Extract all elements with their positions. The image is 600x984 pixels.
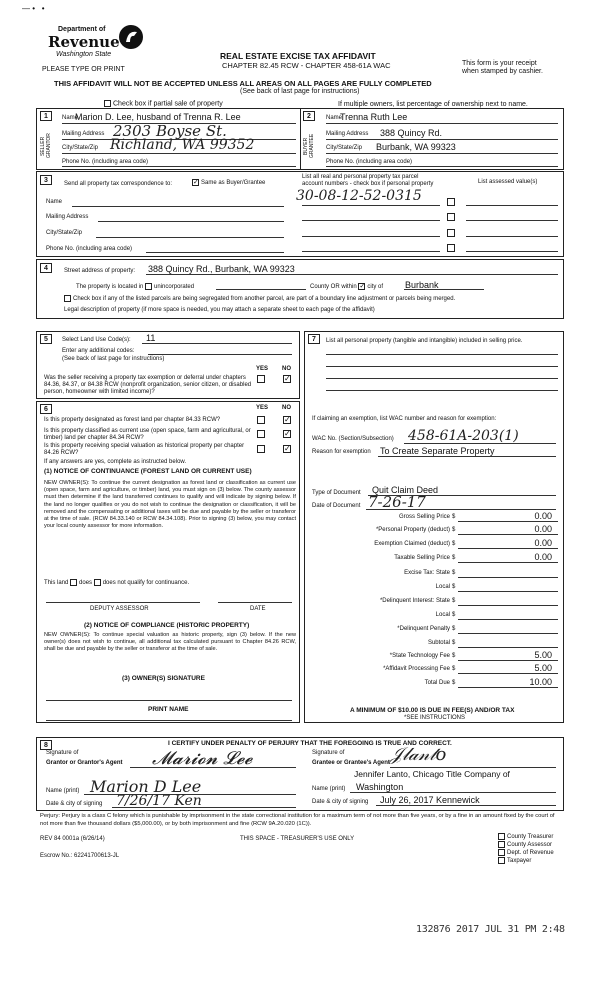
wac-label: WAC No. (Section/Subsection) [312,436,394,442]
buyer-phone-label: Phone No. (including area code) [326,159,413,165]
copy-taxpayer-label: Taxpayer [507,858,532,865]
segregated-row [64,295,455,302]
land-use-q1: Was the seller receiving a property tax exemption or deferral under chapters 84.36, 84.37, or 84.38 RCW (nonprofit organization, senior citizen, or disabled person, homeowner with limited income)? [44,375,252,395]
form-title: REAL ESTATE EXCISE TAX AFFIDAVIT [220,51,376,61]
county-row [310,283,383,290]
wac-number[interactable]: 458-61A-203(1) [408,428,519,444]
parcel-header-2: account numbers - check box if personal property [302,181,434,187]
segregated-label: Check box if any of the listed parcels are being segregated from another parcel, are part of a boundary line adjustment or parcels being merged. [73,296,456,303]
amount-label: Taxable Selling Price [394,555,450,561]
section-6-num: 6 [40,404,52,414]
does-checkbox[interactable] [70,579,77,586]
grantor-name-label: Name (print) [46,788,80,794]
amount-label: *State Technology Fee [389,653,450,659]
corr-name-label: Name [46,199,63,205]
city-checkbox[interactable]: ✓ [359,283,366,290]
minimum-due: A MINIMUM OF $10.00 IS DUE IN FEE(S) AND/OR TAX [350,707,515,714]
receipt-line2: when stamped by cashier. [462,68,543,75]
property-city[interactable]: Burbank [405,280,439,290]
amount-label: Exemption Claimed (deduct) [374,541,450,547]
forest-q3-no[interactable]: ✓ [284,444,291,453]
forest-no: NO [282,405,291,411]
parcel-number[interactable]: 30-08-12-52-0315 [296,188,422,204]
amount-label: *Delinquent Interest: State [379,598,450,604]
parcel-2-checkbox[interactable] [447,213,455,221]
amount-label: *Affidavit Processing Fee [383,666,450,672]
amount-value[interactable]: 0.00 [534,511,552,521]
send-corr-label: Send all property tax correspondence to: [64,181,173,187]
land-use-no: NO [282,366,291,372]
copy-assessor[interactable] [498,841,554,849]
buyer-side-label: BUYER GRANTEE [303,133,315,159]
section-8-num: 8 [40,740,52,750]
section-4-num: 4 [40,263,52,273]
parcel-1-checkbox[interactable] [447,198,455,206]
please-type: PLEASE TYPE OR PRINT [42,66,125,73]
see-instructions: *SEE INSTRUCTIONS [404,715,466,721]
reason-label: Reason for exemption [312,449,371,455]
amount-dollar: $ [452,680,456,686]
amount-dollar: $ [452,640,456,646]
partial-sale [104,100,223,107]
forest-q3: Is this property receiving special valuation as historical property per chapter 84.26 RCW? [44,443,245,456]
grantee-name-label: Name (print) [312,786,346,792]
amount-dollar: $ [452,555,456,561]
amount-dollar: $ [452,584,456,590]
seller-name[interactable]: Marion D. Lee, husband of Trenna R. Lee [75,112,241,122]
additional-codes-label: Enter any additional codes: [62,348,135,354]
buyer-city-label: City/State/Zip [326,145,363,151]
forest-q3-yes[interactable] [257,445,265,453]
assessed-header: List assessed value(s) [478,179,538,185]
deputy-date: DATE [250,606,266,612]
grantor-date[interactable]: 7/26/17 Ken [116,793,202,809]
amount-dollar: $ [452,570,456,576]
amount-dollar: $ [452,612,456,618]
grantee-agent-name: Jennifer Lanto, Chicago Title Company of [354,769,510,779]
notice1-title: (1) NOTICE OF CONTINUANCE (FOREST LAND OR CURRENT USE) [44,468,252,475]
dor-dept-line3: Washington State [56,51,112,58]
segregated-checkbox[interactable] [64,295,71,302]
doc-type-label: Type of Document [312,490,361,496]
amount-value[interactable]: 5.00 [534,650,552,660]
land-qualify-row [44,579,189,586]
buyer-mailing-label: Mailing Address [326,131,369,137]
buyer-city[interactable]: Burbank, WA 99323 [376,142,456,152]
amount-value[interactable]: 0.00 [534,524,552,534]
personal-property-label: List all personal property (tangible and intangible) included in selling price. [326,338,523,344]
dor-dept-line1: Department of [58,26,106,33]
grantor-signature: 𝓜𝓪𝓻𝓲𝓸𝓷 𝓛𝓮𝓮 [152,748,253,769]
certify-text: I CERTIFY UNDER PENALTY OF PERJURY THAT THE FOREGOING IS TRUE AND CORRECT. [168,740,452,747]
notice1-text: NEW OWNER(S): To continue the current designation as forest land or classification as current use (open space, farm and agriculture, or timber) land, you must sign on (3) below. The county assessor must then determine if the land transferred continues to qualify and will indicate by signing below. If the land no longer qualifies or you do not wish to continue the designation or classification, it will be removed and the compensating or additional taxes will be due and payable by the seller or transferor at the time of sale. (RCW 84.33.140 or RCW 84.34.108). Prior to signing (3) below, you may contact your local county assessor for more information. [44,480,296,530]
grantor-date-label: Date & city of signing [46,801,103,807]
scan-mark: — • • [22,4,45,13]
amount-label: Local [435,584,450,590]
forest-q1: Is this property designated as forest land per chapter 84.33 RCW? [44,417,221,423]
land-use-label: Select Land Use Code(s): [62,337,131,343]
copy-taxpayer[interactable] [498,857,554,865]
perjury-notice: Perjury: Perjury is a class C felony which is punishable by imprisonment in the state correctional institution for a maximum term of not more than five years, or by a fine in an amount fixed by the court of not more than five thousand dollars ($5,000.00), or by both imprisonment and fine (RCW 9A.20.020 (1C)). [40,813,555,827]
corr-mailing-label: Mailing Address [46,214,89,220]
partial-sale-label: Check box if partial sale of property [113,100,223,108]
copy-treasurer[interactable] [498,833,554,841]
amount-dollar: $ [452,653,456,659]
print-name-label: PRINT NAME [148,706,189,713]
copy-treasurer-label: County Treasurer [507,834,554,841]
seller-mailing[interactable]: 2303 Boyse St. [113,122,227,140]
doc-date-label: Date of Document [312,503,361,509]
same-as-buyer-checkbox[interactable]: ✓ [193,179,199,186]
amount-dollar: $ [452,514,456,520]
amount-dollar: $ [452,527,456,533]
parcel-4-checkbox[interactable] [447,244,455,252]
receipt-line1: This form is your receipt [462,60,537,67]
q1-yes-checkbox[interactable] [257,375,265,383]
county-or-label: County OR within [310,284,357,291]
land-use-code[interactable]: 11 [146,333,156,343]
amount-value[interactable]: 0.00 [534,538,552,548]
does-not-label: does not qualify for continuance. [102,580,190,587]
forest-q1-no[interactable]: ✓ [284,415,291,424]
parcel-header-1: List all real and personal property tax parcel [302,174,419,180]
amount-dollar: $ [452,666,456,672]
amount-label: *Delinquent Penalty [397,626,450,632]
forest-q2-no[interactable]: ✓ [284,429,291,438]
land-use-see-back: (See back of last page for instructions) [62,356,165,362]
see-back: (See back of last page for instructions) [240,88,360,95]
forest-yes: YES [256,405,269,411]
seller-city-label: City/State/Zip [62,145,99,151]
located-row [76,283,194,290]
multiple-owners: If multiple owners, list percentage of ownership next to name. [338,101,528,108]
forest-q2-yes[interactable] [257,430,265,438]
forest-q2: Is this property classified as current use (open space, farm and agricultural, or timber) land per chapter 84.34 RCW? [44,428,251,441]
located-label: The property is located in [76,284,144,291]
amount-dollar: $ [452,541,456,547]
corr-city-label: City/State/Zip [46,230,83,236]
amount-label: Gross Selling Price [398,514,450,520]
buyer-name-label: Name [326,115,343,121]
dor-dept-line2: Revenue [48,33,120,51]
dor-logo [48,24,158,70]
amount-label: *Personal Property (deduct) [375,527,450,533]
amount-dollar: $ [452,626,456,632]
seller-mailing-label: Mailing Address [62,131,105,137]
grantor-name[interactable]: Marion D Lee [90,777,202,796]
section-3-num: 3 [40,175,52,185]
same-as-buyer [192,179,265,186]
section-1-num: 1 [40,111,52,121]
amount-dollar: $ [452,598,456,604]
unincorporated-checkbox[interactable] [145,283,152,290]
street-label: Street address of property: [64,268,136,274]
exemption-reason[interactable]: To Create Separate Property [380,446,495,456]
grantor-agent-label: Grantor or Grantor's Agent [46,760,123,766]
section-7-num: 7 [308,334,320,344]
unincorporated-label: unincorporated [154,284,195,291]
doc-date[interactable]: 7-26-17 [368,493,426,511]
deputy-assessor: DEPUTY ASSESSOR [90,606,149,612]
amount-label: Total Due [424,680,450,686]
copy-dor-label: Dept. of Revenue [507,850,554,857]
section-2-num: 2 [303,111,315,121]
rev-number: REV 84 0001a (6/26/14) [40,836,105,842]
copy-dor[interactable] [498,849,554,857]
buyer-mailing[interactable]: 388 Quincy Rd. [380,128,443,138]
buyer-name[interactable]: Trenna Ruth Lee [340,112,408,122]
seller-city[interactable]: Richland, WA 99352 [110,137,255,153]
notice2-text: NEW OWNER(S): To continue special valuation as historic property, sign (3) below. If the new owner(s) does not wish to continue, all additional tax calculated pursuant to Chapter 84.26 RCW, shall be due and payable by the seller or transferor at the time of sale. [44,632,296,653]
parcel-3-checkbox[interactable] [447,229,455,237]
grantee-signature: 𝒥𝓁𝒶𝓃𝓉𝑜 [390,744,447,765]
grantee-sig-of: Signature of [312,750,345,756]
amount-value[interactable]: 0.00 [534,552,552,562]
dor-logo-icon [118,24,144,50]
warning: THIS AFFIDAVIT WILL NOT BE ACCEPTED UNLESS ALL AREAS ON ALL PAGES ARE FULLY COMPLETED [54,79,432,88]
amount-value[interactable]: 10.00 [529,677,552,687]
doc-type[interactable]: Quit Claim Deed [372,485,439,495]
does-not-checkbox[interactable] [94,579,101,586]
seller-side-label: SELLER GRANTOR [40,133,52,159]
grantee-name[interactable]: Washington [356,782,404,792]
owner-signature-label: (3) OWNER(S) SIGNATURE [122,675,205,682]
grantee-agent-label: Grantee or Grantee's Agent [312,760,390,766]
grantor-sig-of: Signature of [46,750,79,756]
partial-sale-checkbox[interactable] [104,100,111,107]
grantee-date[interactable]: July 26, 2017 Kennewick [380,795,480,805]
notice2-title: (2) NOTICE OF COMPLIANCE (HISTORIC PROPERTY) [84,622,250,629]
street-address[interactable]: 388 Quincy Rd., Burbank, WA 99323 [148,264,295,274]
section-5-num: 5 [40,334,52,344]
corr-phone-label: Phone No. (including area code) [46,246,133,252]
forest-q1-yes[interactable] [257,416,265,424]
land-use-yes: YES [256,366,269,372]
amount-label: Local [435,612,450,618]
same-as-buyer-label: Same as Buyer/Grantee [201,180,266,187]
q1-no-checkbox[interactable]: ✓ [284,374,291,383]
treasurer-use: THIS SPACE - TREASURER'S USE ONLY [240,836,355,842]
seller-name-label: Name [62,115,79,121]
form-chapter: CHAPTER 82.45 RCW - CHAPTER 458-61A WAC [222,61,391,70]
receipt-stamp: 132876 2017 JUL 31 PM 2:48 [416,924,565,935]
land-label: This land [44,580,69,587]
amount-value[interactable]: 5.00 [534,663,552,673]
forest-if-yes: If any answers are yes, complete as instructed below. [44,459,187,465]
amount-label: Excise Tax: State [404,570,450,576]
copy-list [498,833,554,865]
copy-assessor-label: County Assessor [507,842,553,849]
legal-description-label: Legal description of property (if more space is needed, you may attach a separate sheet to each page of the affidavit) [64,307,375,313]
seller-phone-label: Phone No. (including area code) [62,159,149,165]
exemption-label: If claiming an exemption, list WAC number and reason for exemption: [312,416,497,422]
escrow-number: Escrow No.: 62241700613-JL [40,853,120,859]
grantee-date-label: Date & city of signing [312,799,369,805]
does-label: does [79,580,93,587]
city-of-label: city of [367,284,384,291]
amount-label: Subtotal [427,640,450,646]
